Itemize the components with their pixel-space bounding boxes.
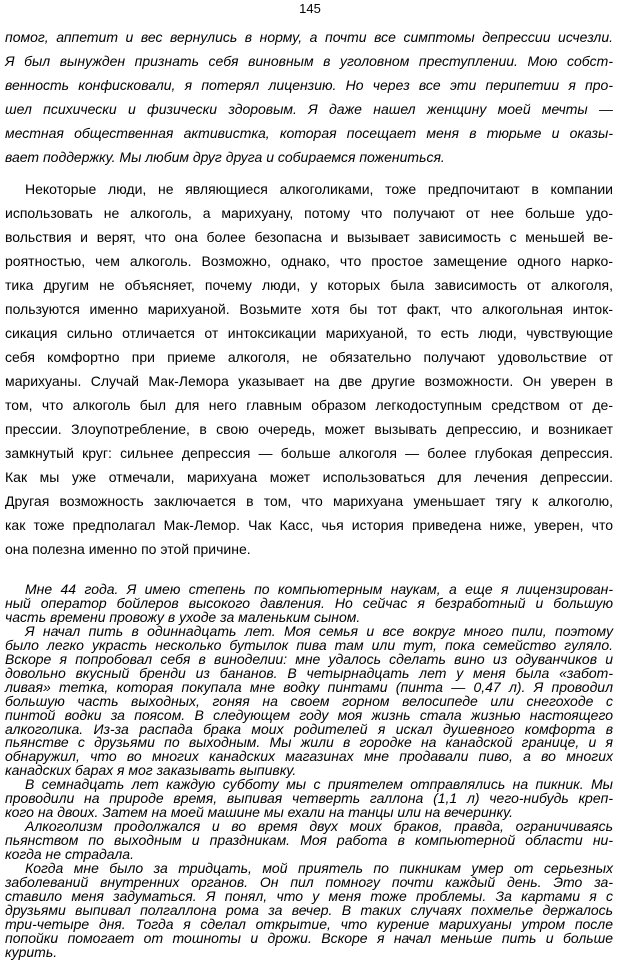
text-line: ливая» тетка, которая покупала мне водку пинтами (пинта — 0,47 л). Я проводил <box>5 679 613 695</box>
text-line: Когда мне было за тридцать, мой приятель по пикникам умер от серьезных <box>25 860 613 876</box>
text-line: вает поддержку. Мы любим друг друга и собираемся пожениться. <box>5 149 445 165</box>
text-line: пьянством по выходным и праздникам. Моя работа в компьютерной области ни- <box>5 832 613 848</box>
text-line: том, что алкоголь был для него главным образом легкодоступным средством от де- <box>5 397 613 413</box>
text-line: замкнутый круг: сильнее депрессия — больше алкоголя — более глубокая депрессия. <box>5 445 613 461</box>
text-line: она полезна именно по этой причине. <box>5 541 251 557</box>
text-line: Я был вынужден признать себя виновным в уголовном преступлении. Мою собст- <box>5 53 613 69</box>
text-line: попойки помогает от тошноты и дрожи. Вскоре я начал меньше пить и больше <box>5 930 613 946</box>
text-line: три-четыре дня. Тогда я сделал открытие, что курение марихуаны утром после <box>5 916 613 932</box>
text-line: Алкоголизм продолжался и во время двух моих браков, правда, ограничиваясь <box>25 818 613 834</box>
text-line: ный оператор бойлеров высокого давления. Но сейчас я безработный и большую <box>5 595 613 611</box>
text-line: проводили на природе время, выпивая четверть галлона (1,1 л) чего-нибудь креп- <box>5 790 613 806</box>
text-line: большую часть выходных, гоняя на своем горном велосипеде или снегоходе с <box>5 693 613 709</box>
text-line: как тоже предполагал Мак-Лемор. Чак Касс, чья история приведена ниже, уверен, что <box>5 517 613 533</box>
text-line: курить. <box>5 944 58 960</box>
page-number: 145 <box>299 1 321 16</box>
text-line: Другая возможность заключается в том, что марихуана уменьшает тягу к алкоголю, <box>5 493 613 509</box>
text-line: довольно вкусный бренди из бананов. В четырнадцать лет у меня была «забот- <box>5 665 613 681</box>
text-line: шел психически и физически здоровым. Я даже нашел женщину моей мечты — <box>5 101 613 117</box>
text-line: пользуются именно марихуаной. Возьмите хотя бы тот факт, что алкогольная инток- <box>5 301 613 317</box>
text-line: прессии. Злоупотребление, в свою очередь, может вызывать депрессию, и возникает <box>5 421 613 437</box>
text-line: использовать не алкоголь, а марихуану, потому что получают от нее больше удо- <box>5 205 613 221</box>
text-line: Я начал пить в одиннадцать лет. Моя семья и все вокруг много пили, поэтому <box>25 623 613 639</box>
text-line: алкоголика. Из-за распада брака моих родителей я искал душевного комфорта в <box>5 721 613 737</box>
text-line: ставило меня задуматься. Я понял, что у меня тоже проблемы. За картами я с <box>5 888 613 904</box>
text-line: пинтой водки за поясом. В следующем году моя жизнь стала жизнью настоящего <box>5 707 613 723</box>
text-line: сикация сильно отличается от интоксикации марихуаной, то есть люди, чувствующие <box>5 325 613 341</box>
text-line: Мне 44 года. Я имею степень по компьютерным наукам, а еще я лицензирован- <box>25 581 613 597</box>
text-line: марихуаны. Случай Мак-Лемора указывает на две другие возможности. Он уверен в <box>5 373 613 389</box>
text-line: роятностью, чем алкоголь. Возможно, однако, что простое замещение одного нарко- <box>5 253 613 269</box>
text-line: помог, аппетит и вес вернулись в норму, а почти все симптомы депрессии исчезли. <box>5 29 613 45</box>
text-line: часть времени провожу в уходе за маленьким сыном. <box>5 609 361 625</box>
text-line: себя комфортно при приеме алкоголя, не обязательно получают удовольствие от <box>5 349 613 365</box>
text-line: заболеваний внутренних органов. Он пил помногу почти каждый день. Это за- <box>5 874 613 890</box>
text-line: Как мы уже отмечали, марихуана может использоваться для лечения депрессии. <box>5 469 613 485</box>
text-line: В семнадцать лет каждую субботу мы с приятелем отправлялись на пикник. Мы <box>25 776 613 792</box>
text-line: пьянстве с друзьями по выходным. Мы жили в городке на канадской границе, и я <box>5 734 613 750</box>
text-line: обнаружил, что во многих канадских магазинах мне продавали пиво, а во многих <box>5 748 613 764</box>
text-line: друзьями выпивал полгаллона рома за вечер. В таких случаях похмелье держалось <box>5 902 613 918</box>
text-line: местная общественная активистка, которая посещает меня в тюрьме и оказы- <box>5 125 613 141</box>
text-line: венность конфисковали, я потерял лицензию. Но через все эти перипетии я про- <box>5 77 613 93</box>
text-line: Вскоре я попробовал себя в виноделии: мне удалось сделать вино из одуванчиков и <box>5 651 613 667</box>
text-line: тика другим не объясняет, почему люди, у которых была зависимость от алкоголя, <box>5 277 613 293</box>
text-line: канадских барах я мог заказывать выпивку. <box>5 762 297 778</box>
text-line: было легко украсть несколько бутылок пива там или тут, пока семейство гуляло. <box>5 637 613 653</box>
text-line: кого на двоих. Затем на моей машине мы ехали на танцы или на вечеринку. <box>5 804 514 820</box>
text-line: Некоторые люди, не являющиеся алкоголиками, тоже предпочитают в компании <box>25 181 613 197</box>
text-line: когда не страдала. <box>5 846 134 862</box>
text-line: вольствия и верят, что она более безопасна и вызывает зависимость с меньшей ве- <box>5 229 613 245</box>
